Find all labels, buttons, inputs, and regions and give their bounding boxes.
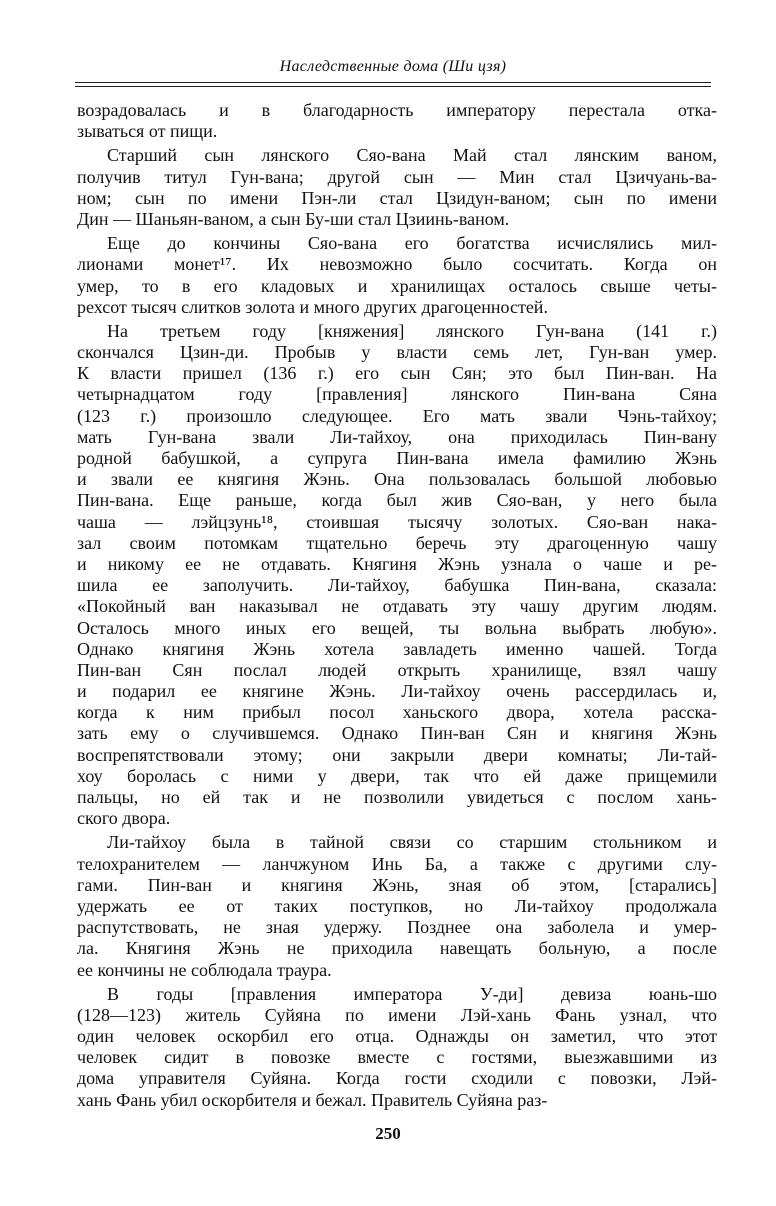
text-line: ского двора.: [77, 808, 171, 829]
text-line: Дин — Шаньян-ваном, а сын Бу-ши стал Цзиинь-ваном.: [77, 208, 510, 229]
text-line: К власти пришел (136 г.) его сын Сян; это был Пин-ван. На: [77, 363, 717, 384]
text-line: «Покойный ван наказывал не отдавать эту чашу другим людям.: [77, 596, 717, 617]
text-line: человек сидит в повозке вместе с гостями, выезжавшими из: [77, 1047, 717, 1068]
text-line: ее кончины не соблюдала траура.: [77, 959, 332, 980]
paragraph: [77, 321, 717, 830]
text-line: зываться от пищи.: [77, 121, 218, 142]
text-line: дома управителя Суйяна. Когда гости сходили с повозки, Лэй-: [77, 1068, 717, 1089]
text-line: возрадовалась и в благодарность императору перестала отка-: [77, 100, 717, 120]
text-line: зал своим потомкам тщательно беречь эту драгоценную чашу: [77, 532, 717, 553]
running-head: Наследственные дома (Ши цзя): [279, 58, 507, 75]
paragraph: [77, 984, 717, 1111]
text-line: воспрепятствовали этому; они закрыли двери комнаты; Ли-тай-: [77, 744, 717, 765]
text-line: лионами монет¹⁷. Их невозможно было сосчитать. Когда он: [77, 254, 717, 275]
text-line: ла. Княгиня Жэнь не приходила навещать больную, а после: [77, 938, 717, 959]
paragraph: [77, 145, 717, 230]
text-line: скончался Цзин-ди. Пробыв у власти семь лет, Гун-ван умер.: [77, 342, 717, 363]
paragraph: [77, 832, 717, 980]
text-line: и никому ее не отдавать. Княгиня Жэнь узнала о чаше и ре-: [77, 553, 717, 574]
header-rule: [75, 86, 711, 87]
text-line: умер, то в его кладовых и хранилищах осталось свыше четы-: [77, 275, 717, 296]
text-line: На третьем году [княжения] лянского Гун-вана (141 г.): [107, 320, 717, 341]
text-line: Однако княгиня Жэнь хотела завладеть именно чашей. Тогда: [77, 638, 717, 659]
page-number: 250: [375, 1124, 401, 1143]
text-line: получив титул Гун-вана; другой сын — Мин стал Цзичуань-ва-: [77, 166, 717, 187]
page-body: [77, 100, 717, 1114]
text-line: Осталось много иных его вещей, ты вольна выбрать любую».: [77, 617, 717, 638]
text-line: (123 г.) произошло следующее. Его мать звали Чэнь-тайхоу;: [77, 405, 717, 426]
text-line: шила ее заполучить. Ли-тайхоу, бабушка Пин-вана, сказала:: [77, 575, 717, 596]
text-line: и звали ее княгиня Жэнь. Она пользовалась большой любовью: [77, 469, 717, 490]
text-line: Пин-вана. Еще раньше, когда был жив Сяо-ван, у него была: [77, 490, 717, 511]
text-line: чаша — лэйцзунь¹⁸, стоившая тысячу золотых. Сяо-ван нака-: [77, 511, 717, 532]
text-line: пальцы, но ей так и не позволили увидеться с послом хань-: [77, 787, 717, 807]
text-line: Еще до кончины Сяо-вана его богатства исчислялись мил-: [107, 233, 717, 254]
header-rule-thin: [75, 82, 711, 83]
text-line: гами. Пин-ван и княгиня Жэнь, зная об этом, [старались]: [77, 874, 717, 895]
text-line: телохранителем — ланчжуном Инь Ба, а также с другими слу-: [77, 853, 717, 874]
text-line: хань Фань убил оскорбителя и бежал. Правитель Суйяна раз-: [77, 1089, 548, 1110]
text-line: Пин-ван Сян послал людей открыть хранилище, взял чашу: [77, 659, 717, 680]
text-line: и подарил ее княгине Жэнь. Ли-тайхоу очень рассердилась и,: [77, 681, 717, 702]
text-line: мать Гун-вана звали Ли-тайхоу, она приходилась Пин-вану: [77, 426, 717, 447]
text-line: распутствовать, не зная удержу. Позднее она заболела и умер-: [77, 917, 717, 938]
text-line: один человек оскорбил его отца. Однажды он заметил, что этот: [77, 1026, 717, 1047]
text-line: зать ему о случившемся. Однако Пин-ван Сян и княгиня Жэнь: [77, 723, 717, 744]
text-line: четырнадцатом году [правления] лянского Пин-вана Сяна: [77, 384, 717, 405]
paragraph: [77, 100, 717, 142]
text-line: Ли-тайхоу была в тайной связи со старшим стольником и: [107, 832, 717, 853]
paragraph: [77, 233, 717, 318]
text-line: удержать ее от таких поступков, но Ли-тайхоу продолжала: [77, 895, 717, 916]
text-line: родной бабушкой, а супруга Пин-вана имела фамилию Жэнь: [77, 448, 717, 468]
text-line: В годы [правления императора У-ди] девиза юань-шо: [107, 983, 717, 1004]
text-line: хоу боролась с ними у двери, так что ей даже прищемили: [77, 765, 717, 786]
text-line: Старший сын лянского Сяо-вана Май стал лянским ваном,: [107, 145, 717, 166]
text-line: ном; сын по имени Пэн-ли стал Цзидун-ваном; сын по имени: [77, 187, 717, 208]
text-line: (128—123) житель Суйяна по имени Лэй-хань Фань узнал, что: [77, 1004, 717, 1025]
text-line: когда к ним прибыл посол ханьского двора, хотела расска-: [77, 702, 717, 723]
text-line: рехсот тысяч слитков золота и много других драгоценностей.: [77, 296, 548, 317]
